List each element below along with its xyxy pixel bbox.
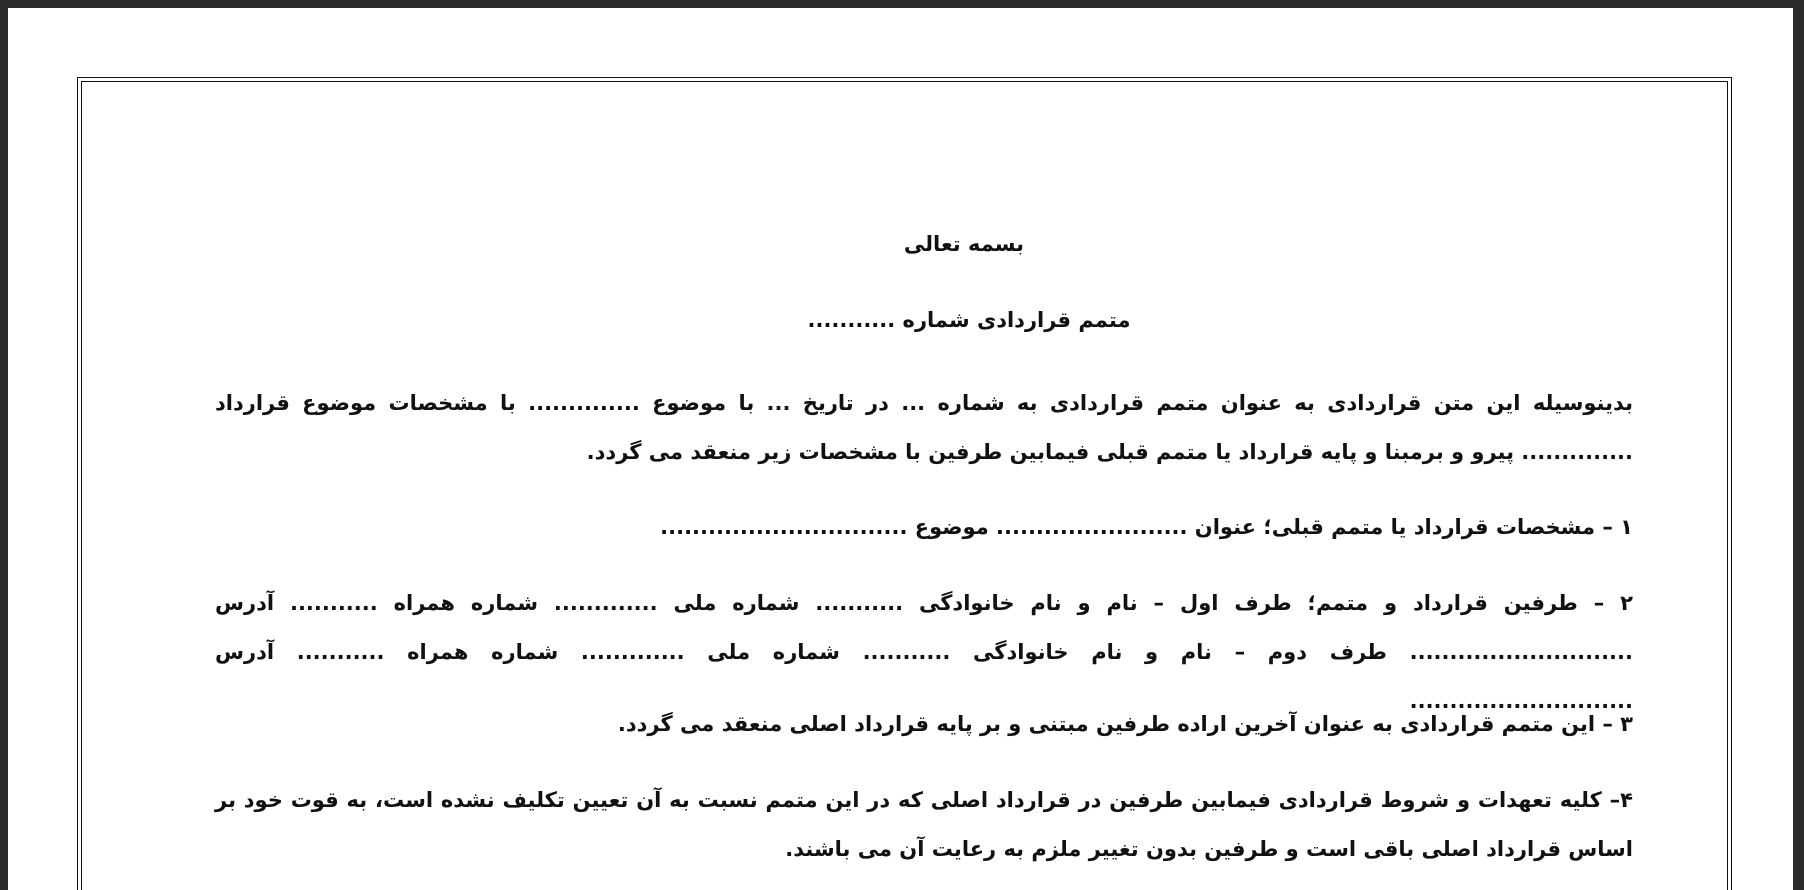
window-right-edge — [1793, 0, 1804, 890]
intro-paragraph: بدینوسیله این متن قراردادی به عنوان متمم قراردادی به شماره ... در تاریخ ... با موضوع .............. با مشخصات موضوع قرارداد .............. پیرو و برمبنا و پایه قرارداد یا متمم قبلی فیمابین طرفین با مشخصات زیر منعقد می گردد. — [215, 391, 1633, 464]
window-top-edge — [0, 0, 1804, 8]
window-left-edge — [0, 0, 8, 890]
clause-4: ۴– کلیه تعهدات و شروط قراردادی فیمابین طرفین در قرارداد اصلی که در این متمم نسبت به آن تعیین تکلیف نشده است، به قوت خود بر اساس قرارداد اصلی باقی است و طرفین بدون تغییر ملزم به رعایت آن می باشند. — [215, 788, 1633, 861]
document-subtitle: متمم قراردادی شماره ........... — [807, 308, 1131, 332]
clause-3: ۳ – این متمم قراردادی به عنوان آخرین اراده طرفین مبتنی و بر پایه قرارداد اصلی منعقد می گردد. — [617, 712, 1633, 736]
clause-1: ۱ – مشخصات قرارداد یا متمم قبلی؛ عنوان ........................ موضوع ............................... — [660, 515, 1633, 539]
clause-2: ۲ – طرفین قرارداد و متمم؛ طرف اول – نام و نام خانوادگی ........... شماره ملی ............. شماره همراه ........... آدرس ............................ طرف دوم – نام و نام خانوادگی ........... شماره ملی ............. شماره همراه ........... آدرس ............................ — [215, 591, 1633, 713]
page-border-inner — [81, 81, 1728, 890]
document-heading: بسمه تعالی — [903, 232, 1025, 256]
